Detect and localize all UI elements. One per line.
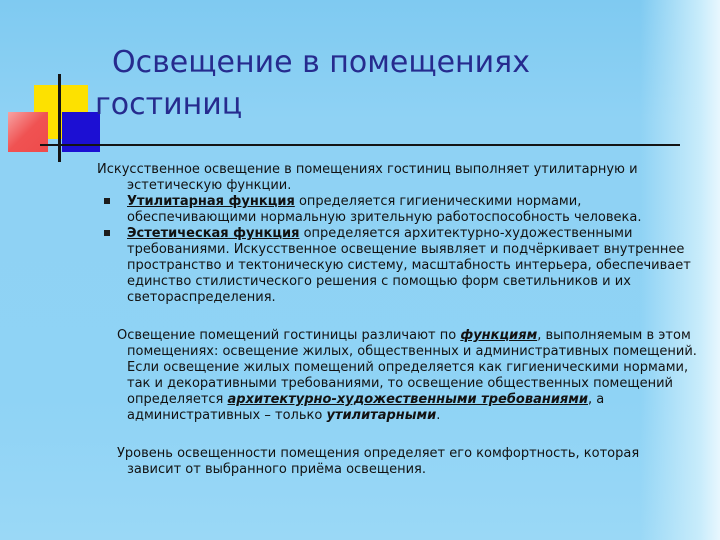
decor-vertical-line <box>58 74 61 162</box>
emphasis-utilitarian: утилитарными <box>326 408 437 423</box>
bullet-term: Эстетическая функция <box>127 226 300 241</box>
bullet-square-icon <box>104 230 110 236</box>
bullet-text: определяется архитектурно-художественными требованиями. Искусственное освещение выявляет и подчёркивает внутреннее пространство и тектоническую систему, масштабность интерьера, обеспечивает единство стилистического решения с помощью форм светильников и их светораспределения. <box>127 226 691 305</box>
title-underline <box>40 144 680 146</box>
bullet-aesthetic <box>97 226 697 306</box>
paragraph-text: , а административных – только <box>127 392 605 423</box>
paragraph-text: , выполняемым в этом помещениях: освещение жилых, общественных и административных помещений. Если освещение жилых помещений определяется как гигиеническими нормами, так и декоративными требованиями, то освещение общественных помещений определяется <box>127 328 697 407</box>
emphasis-architectural: архитектурно-художественными требованиями <box>227 392 589 407</box>
intro-paragraph: Искусственное освещение в помещениях гостиниц выполняет утилитарную и эстетическую функции. <box>97 162 638 193</box>
paragraph-functions <box>97 328 697 424</box>
bullet-text: определяется гигиеническими нормами, обеспечивающими нормальную зрительную работоспособность человека. <box>127 194 642 225</box>
bullet-utilitarian <box>97 194 697 226</box>
paragraph-comfort: Уровень освещенности помещения определяет его комфортность, которая зависит от выбранного приёма освещения. <box>117 446 640 477</box>
paragraph-text: . <box>436 408 441 423</box>
slide-title-line2: гостиниц <box>95 87 243 122</box>
decor-red-square <box>8 112 48 152</box>
slide-body <box>97 162 697 478</box>
slide-title-line1: Освещение в помещениях <box>112 45 530 80</box>
paragraph-text: Освещение помещений гостиницы различают по <box>117 328 461 343</box>
emphasis-functions: функциям <box>460 328 538 343</box>
bullet-term: Утилитарная функция <box>127 194 295 209</box>
bullet-square-icon <box>104 198 110 204</box>
